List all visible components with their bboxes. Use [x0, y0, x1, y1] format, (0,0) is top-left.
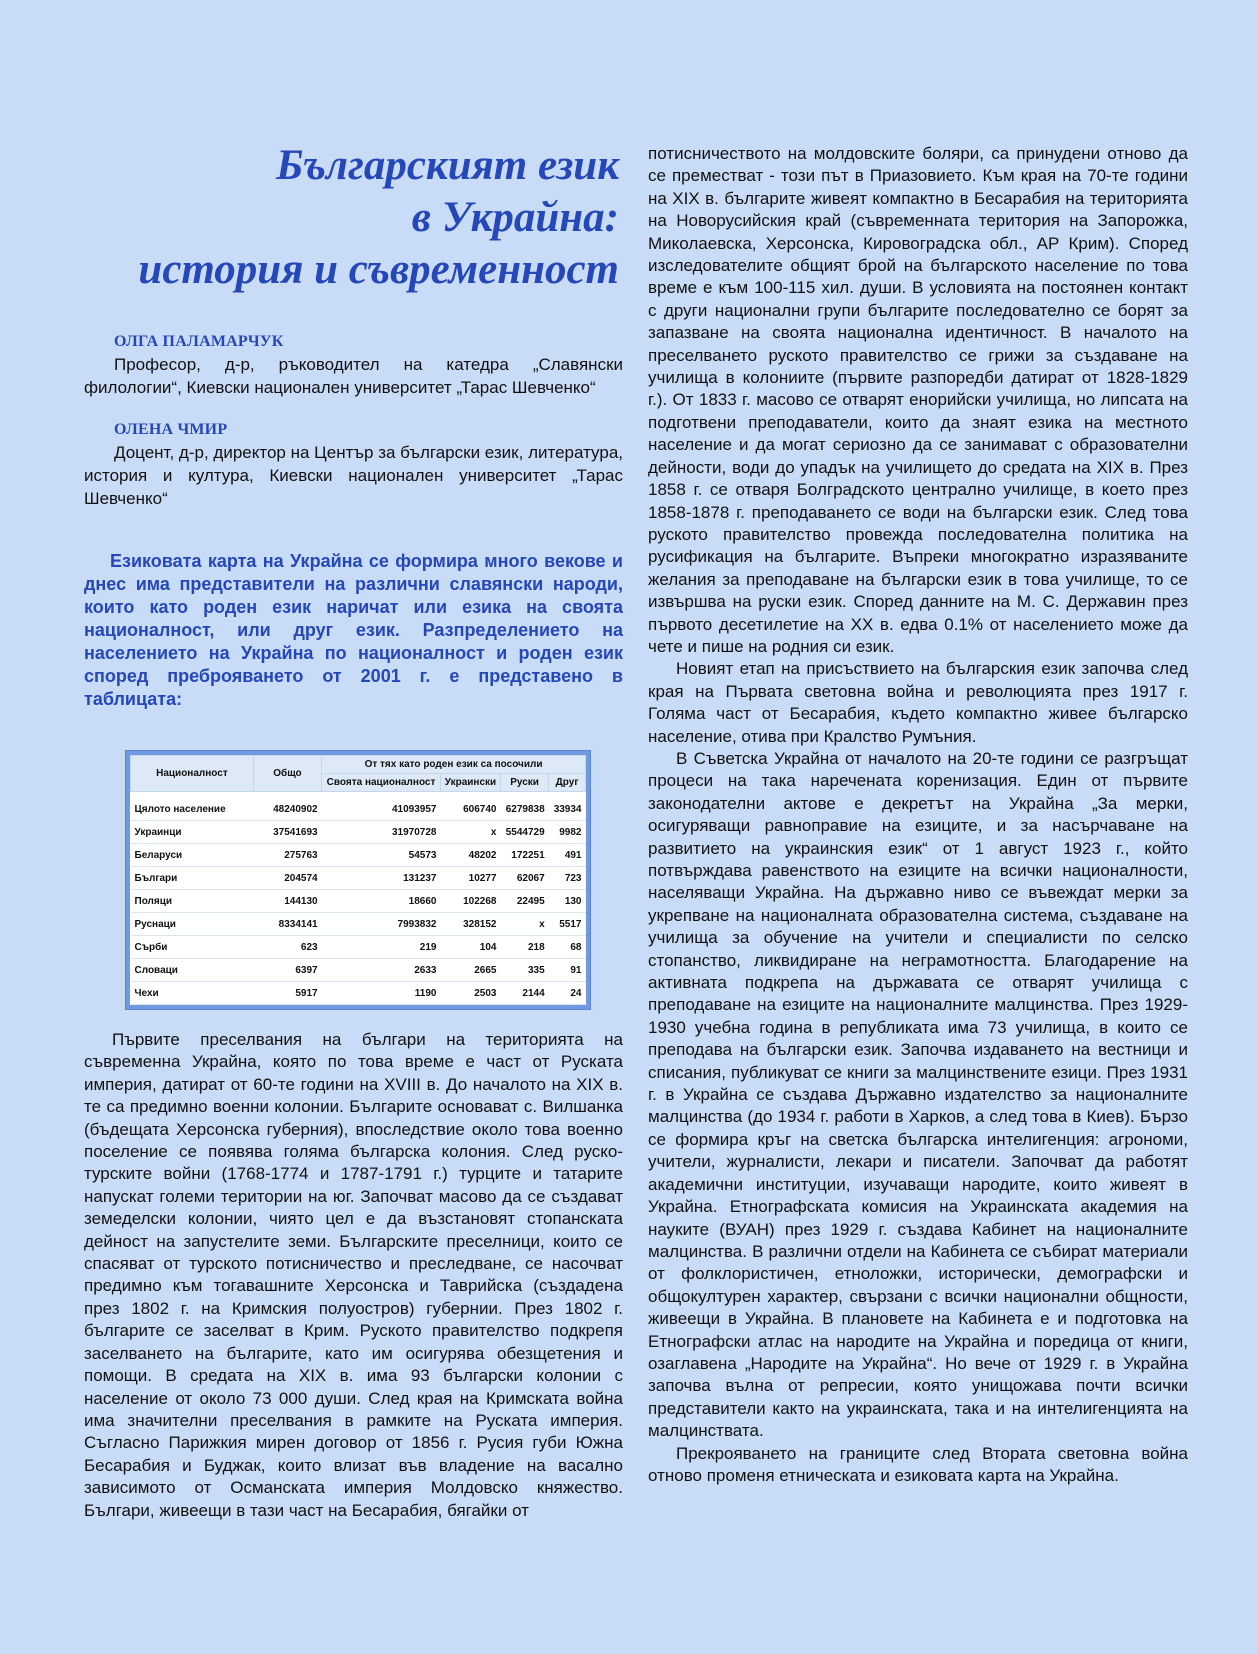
cell-own: 41093957	[322, 798, 441, 821]
right-column	[648, 143, 1188, 1487]
lead-paragraph: Езиковата карта на Украйна се формира много векове и днес има представители на различни славянски народи, които като роден език наричат или езика на своята националност, или друг език. Разпределението на населението на Украйна по националност и роден език според преброяването от 2001 г. е представено в таблицата:	[84, 551, 623, 709]
cell-nationality: Украинци	[131, 821, 254, 844]
cell-total: 623	[253, 936, 321, 959]
cell-total: 48240902	[253, 798, 321, 821]
article-title	[84, 140, 623, 296]
cell-russian: 335	[500, 959, 548, 982]
cell-ukrainian: 102268	[440, 890, 500, 913]
cell-own: 54573	[322, 844, 441, 867]
cell-total: 37541693	[253, 821, 321, 844]
cell-other: 68	[549, 936, 586, 959]
cell-nationality: Цялото население	[131, 798, 254, 821]
cell-nationality: Словаци	[131, 959, 254, 982]
body-paragraph: В Съветска Украйна от началото на 20-те години се разгръщат процеси на така наречената коренизация. Един от първите законодателни актове е декретът на Украйна „За мерки, осигуряващи равноправие на езиците, и за насърчаване на развитието на украинския език“ от 1 август 1923 г., който потвърждава равенството на езиците на всички националности, населяващи Украйна. На държавно ниво се въвеждат мерки за укрепване на националната образователна система, създаване на училища за обучение на учители и специалисти по селско стопанство, ликвидиране на неграмотността. Благодарение на активната подкрепа на държавата се отварят училища с преподаване на езиците на националните малцинства. През 1929-1930 учебна година в републиката има 73 училища, в които се преподава на български език. Започва издаването на вестници и списания, публикуват се книги за малцинствените езици. През 1931 г. в Украйна се създава Държавно издателство за националните малцинства (до 1934 г. работи в Харков, а след това в Киев). Бързо се формира кръг на светска българска интелигенция: агрономи, учители, журналисти, лекари и писатели. Започват да работят академични институции, изучаващи народите, които живеят в Украйна. Етнографската комисия на Украинската академия на науките (ВУАН) през 1929 г. създава Кабинет на националните малцинства. В различни отдели на Кабинета се събират материали от фолклористичен, етноложки, исторически, демографски и общокултурен характер, свързани с всички национални общности, живеещи в Украйна. В плановете на Кабинета е и подготовка на Етнографски атлас на народите на Украйна и поредица от книги, озаглавена „Народите на Украйна“. Но вече от 1929 г. в Украйна започва вълна от репресии, която унищожава почти всички представители както на украинската, така и на интелигенцията на малцинствата.	[648, 748, 1188, 1441]
cell-ukrainian: 2665	[440, 959, 500, 982]
cell-nationality: Сърби	[131, 936, 254, 959]
cell-nationality: Българи	[131, 867, 254, 890]
cell-russian: 2144	[500, 982, 548, 1005]
cell-russian: 218	[500, 936, 548, 959]
left-column	[84, 140, 623, 1522]
cell-own: 2633	[322, 959, 441, 982]
cell-ukrainian: 48202	[440, 844, 500, 867]
cell-other: 9982	[549, 821, 586, 844]
cell-russian: 5544729	[500, 821, 548, 844]
header-native-language-group: От тях като роден език са посочили	[322, 756, 586, 774]
table-header-row	[131, 756, 586, 774]
cell-russian: 6279838	[500, 798, 548, 821]
cell-russian: 22495	[500, 890, 548, 913]
cell-total: 204574	[253, 867, 321, 890]
cell-russian: x	[500, 913, 548, 936]
cell-own: 131237	[322, 867, 441, 890]
cell-other: 5517	[549, 913, 586, 936]
cell-own: 7993832	[322, 913, 441, 936]
cell-own: 219	[322, 936, 441, 959]
table-row	[131, 936, 586, 959]
table-row	[131, 798, 586, 821]
table-row	[131, 821, 586, 844]
author-name-1: ОЛГА ПАЛАМАРЧУК	[114, 333, 284, 350]
title-line-1: Българският език	[275, 142, 619, 189]
header-total: Общо	[253, 756, 321, 792]
cell-other: 723	[549, 867, 586, 890]
cell-total: 275763	[253, 844, 321, 867]
cell-other: 491	[549, 844, 586, 867]
header-ukrainian: Украински	[440, 774, 500, 792]
cell-ukrainian: 606740	[440, 798, 500, 821]
cell-total: 5917	[253, 982, 321, 1005]
table-row	[131, 913, 586, 936]
title-line-3: история и съвременност	[138, 246, 619, 293]
cell-other: 24	[549, 982, 586, 1005]
author-description-2: Доцент, д-р, директор на Център за български език, литература, история и култура, Киевски национален университет „Тарас Шевченко“	[84, 443, 623, 508]
table-row	[131, 982, 586, 1005]
header-russian: Руски	[500, 774, 548, 792]
cell-nationality: Руснаци	[131, 913, 254, 936]
population-table-frame	[126, 751, 590, 1009]
cell-ukrainian: 10277	[440, 867, 500, 890]
body-paragraph: Първите преселвания на българи на територията на съвременна Украйна, която по това време е част от Руската империя, датират от 60-те години на XVIII в. До началото на XIX в. те са предимно военни колонии. Българите основават с. Вилшанка (бъдещата Херсонска губерния), впоследствие около това военно поселение се появява голяма българска колония. След руско-турските войни (1768-1774 и 1787-1791 г.) турците и татарите напускат големи територии на юг. Започват масово да се създават земеделски колонии, чиято цел е да възстановят стопанската дейност на запустелите земи. Българските преселници, които се спасяват от турското потисничество и преследване, се насочват предимно към тогавашните Херсонска и Таврийска (създадена през 1802 г. на Кримския полуостров) губернии. През 1802 г. българите се заселват в Крим. Руското правителство подкрепя заселването на българите, като им осигурява обезщетения и помощи. В средата на XIX в. има 93 български колонии с население от около 73 000 души. След края на Кримската война има значителни преселвания в рамките на Руската империя. Съгласно Парижкия мирен договор от 1856 г. Русия губи Южна Бесарабия и Буджак, които влизат във владение на васално зависимото от Османската империя Молдовско княжество. Българи, живеещи в тази част на Бесарабия, бягайки от	[84, 1030, 623, 1520]
left-body-text	[84, 1029, 623, 1522]
cell-own: 1190	[322, 982, 441, 1005]
cell-other: 91	[549, 959, 586, 982]
cell-total: 6397	[253, 959, 321, 982]
cell-other: 33934	[549, 798, 586, 821]
body-paragraph: Прекрояването на границите след Втората световна война отново променя етническата и езиковата карта на Украйна.	[648, 1443, 1188, 1485]
cell-nationality: Чехи	[131, 982, 254, 1005]
cell-total: 8334141	[253, 913, 321, 936]
header-own: Своята националност	[322, 774, 441, 792]
table-row	[131, 867, 586, 890]
cell-ukrainian: 2503	[440, 982, 500, 1005]
table-row	[131, 959, 586, 982]
cell-ukrainian: x	[440, 821, 500, 844]
table-row	[131, 890, 586, 913]
cell-ukrainian: 104	[440, 936, 500, 959]
cell-own: 31970728	[322, 821, 441, 844]
cell-own: 18660	[322, 890, 441, 913]
cell-ukrainian: 328152	[440, 913, 500, 936]
title-line-2: в Украйна:	[411, 194, 619, 241]
population-table	[130, 755, 586, 1005]
header-other: Друг	[549, 774, 586, 792]
author-description-1: Професор, д-р, ръководител на катедра „Славянски филологии“, Киевски национален университет „Тарас Шевченко“	[84, 355, 623, 397]
header-nationality: Националност	[131, 756, 254, 792]
author-name-2: ОЛЕНА ЧМИР	[114, 421, 228, 438]
cell-nationality: Беларуси	[131, 844, 254, 867]
cell-nationality: Поляци	[131, 890, 254, 913]
cell-other: 130	[549, 890, 586, 913]
cell-russian: 62067	[500, 867, 548, 890]
cell-total: 144130	[253, 890, 321, 913]
body-paragraph: Новият етап на присъствието на българския език започва след края на Първата световна война и революцията през 1917 г. Голяма част от Бесарабия, където компактно живее българско население, отива при Кралство Румъния.	[648, 659, 1188, 746]
cell-russian: 172251	[500, 844, 548, 867]
body-paragraph: потисничеството на молдовските боляри, са принудени отново да се преместват - този път в Приазовието. Към края на 70-те години на XIX в. българите живеят компактно в Бесарабия на територията на Новорусийския край (съвременната територия на Запорожка, Миколаевска, Херсонска, Кировоградска обл., АР Крим). Според изследователите общият брой на българското население по това време е към 100-115 хил. души. В условията на постоянен контакт с други национални групи българите последователно се борят за запазване на своята национална идентичност. В началото на преселването руското правителство се грижи за създаване на училища в колониите (първите разпоредби датират от 1828-1829 г.). От 1833 г. масово се отварят енорийски училища, но липсата на подготвени преподаватели, които да знаят езика на местното население и да могат сериозно да се занимават с образователни дейности, води до упадък на училището до средата на XIX в. През 1858 г. се отваря Болградското централно училище, в което през 1858-1878 г. преподаването се води на български език. След това руското правителство провежда последователна политика на русификация на българите. Въпреки многократно изразяваните желания за преподаване на български език в това училище, то се извършва на руски език. Според данните на М. С. Державин през първото десетилетие на XX в. едва 0.1% от населението може да чете и пише на родния си език.	[648, 144, 1188, 656]
table-row	[131, 844, 586, 867]
